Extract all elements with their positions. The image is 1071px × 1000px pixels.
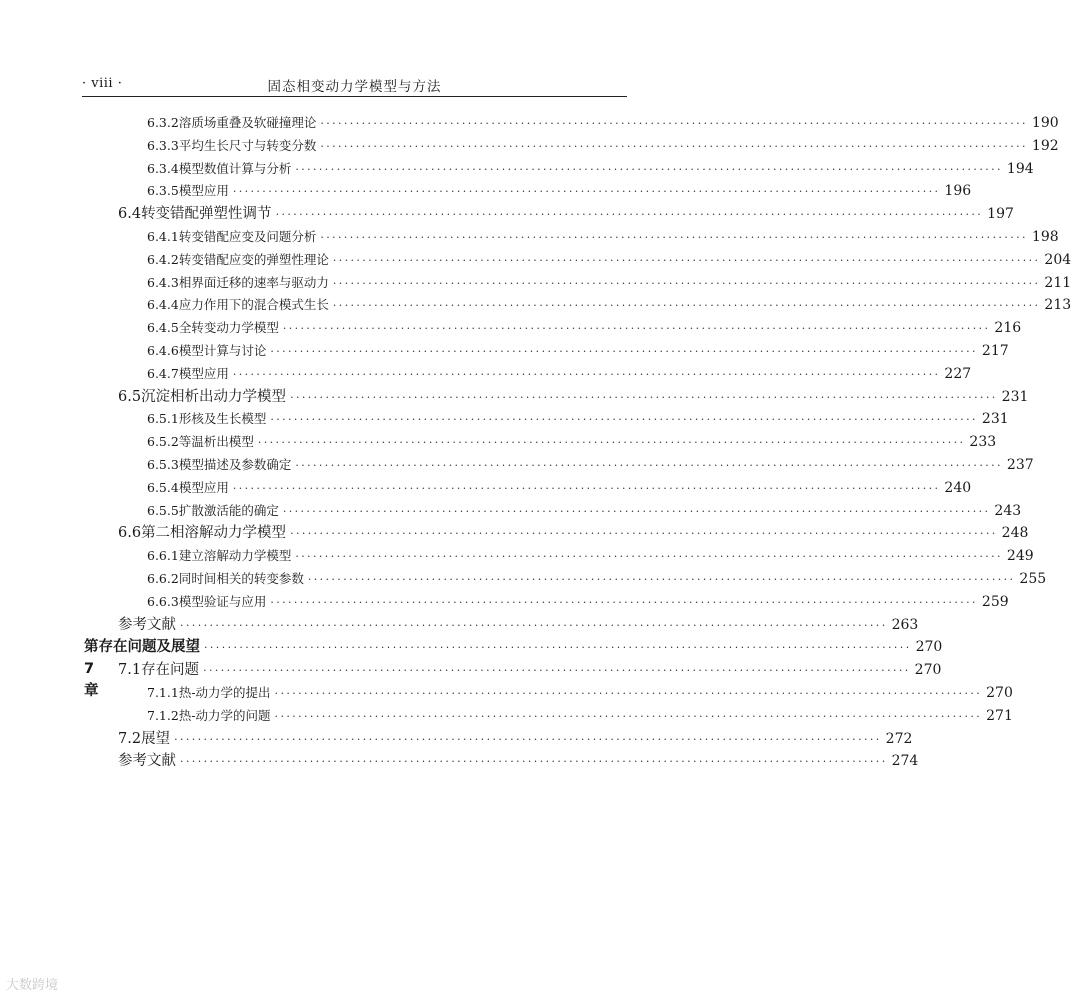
toc-entry[interactable]: [118, 659, 942, 681]
dot-leader: ························································································································: [270, 345, 978, 358]
toc-entry-page: 216: [994, 320, 1022, 337]
dot-leader: ························································································································: [270, 413, 978, 427]
toc-entry-page: 211: [1044, 274, 1071, 291]
toc-entry-title: 转变错配应变的弹塑性理论: [178, 251, 329, 267]
toc-entry-title: 相界面迁移的速率与驱动力: [178, 274, 329, 290]
toc-entry-number: 6.5.2: [147, 434, 179, 450]
toc-entry-number: 6.5: [118, 388, 142, 405]
toc-entry-number: 6.4.7: [147, 365, 179, 381]
toc-entry[interactable]: [118, 386, 1029, 408]
dot-leader: ························································································································: [320, 117, 1028, 130]
toc-entry-page: 272: [885, 730, 913, 747]
dot-leader: ························································································································: [270, 595, 978, 609]
toc-entry-title: 参考文献: [118, 753, 176, 770]
toc-entry-page: 213: [1044, 297, 1071, 314]
dot-leader: ························································································································: [295, 550, 1003, 564]
toc-entry[interactable]: [147, 249, 1071, 271]
toc-entry[interactable]: [147, 180, 972, 202]
toc-entry-title: 应力作用下的混合模式生长: [178, 297, 329, 313]
toc-entry-title: 平均生长尺寸与转变分数: [178, 137, 317, 153]
toc-entry-title: 形核及生长模型: [178, 411, 267, 427]
toc-entry-title: 展望: [141, 730, 171, 747]
toc-entry-number: 6.4.4: [147, 297, 179, 313]
dot-leader: ························································································································: [332, 253, 1041, 267]
toc-entry[interactable]: [147, 363, 972, 385]
toc-entry[interactable]: [147, 226, 1059, 248]
toc-entry-page: 197: [987, 206, 1014, 223]
toc-entry-number: 6.4.6: [147, 343, 179, 358]
toc-entry-page: 270: [986, 685, 1013, 701]
toc-entry-page: 271: [986, 707, 1013, 724]
toc-entry-page: 263: [891, 616, 919, 633]
toc-entry[interactable]: [147, 135, 1059, 157]
toc-entry-number: 7.2: [118, 730, 142, 747]
toc-entry-page: 198: [1031, 229, 1059, 245]
dot-leader: ························································································································: [232, 481, 941, 495]
toc-entry-number: 6.5.1: [147, 411, 179, 427]
dot-leader: ························································································································: [290, 390, 998, 404]
toc-entry-page: 231: [1001, 388, 1029, 405]
toc-entry-page: 217: [981, 343, 1009, 359]
dot-leader: ························································································································: [320, 231, 1028, 244]
toc-entry[interactable]: [147, 158, 1034, 180]
toc-entry-page: 240: [944, 479, 972, 496]
toc-entry-title: 热-动力学的提出: [178, 685, 271, 700]
toc-entry-page: 233: [969, 434, 997, 451]
toc-entry-title: 模型数值计算与分析: [178, 160, 292, 176]
page-number: · viii ·: [82, 76, 123, 91]
dot-leader: ························································································································: [257, 436, 966, 450]
toc-entry-number: 6.3.5: [147, 183, 179, 199]
toc-entry-title: 模型计算与讨论: [178, 343, 267, 358]
toc-entry-title: 模型应用: [178, 365, 229, 381]
dot-leader: ························································································································: [295, 162, 1003, 176]
toc-entry-page: 227: [944, 365, 972, 382]
toc-entry-title: 存在问题: [141, 662, 200, 679]
toc-entry-number: 6.6: [118, 525, 142, 542]
toc-entry-page: 255: [1019, 571, 1047, 587]
toc-entry[interactable]: [147, 112, 1059, 134]
toc-entry-page: 196: [944, 183, 972, 200]
toc-entry-number: 6.5.5: [147, 502, 179, 518]
toc-entry[interactable]: [147, 408, 1009, 430]
toc-entry[interactable]: [147, 545, 1034, 567]
toc-entry-number: 7.1: [118, 662, 142, 679]
toc-entry-number: 7.1.1: [147, 685, 179, 700]
dot-leader: ························································································································: [204, 641, 912, 655]
dot-leader: ························································································································: [203, 664, 911, 678]
toc-entry[interactable]: [118, 728, 913, 750]
toc-entry[interactable]: [147, 500, 1022, 522]
toc-entry-page: 249: [1006, 548, 1034, 565]
dot-leader: ························································································································: [274, 709, 983, 723]
dot-leader: ························································································································: [295, 459, 1003, 472]
toc-entry-title: 参考文献: [118, 616, 176, 633]
dot-leader: ························································································································: [332, 299, 1041, 313]
dot-leader: ························································································································: [232, 367, 941, 381]
dot-leader: ························································································································: [274, 687, 983, 700]
toc-entry[interactable]: [118, 750, 919, 772]
toc-entry-number: 6.4.2: [147, 251, 179, 267]
toc-entry-page: 237: [1006, 457, 1034, 473]
toc-entry[interactable]: [147, 705, 1013, 727]
toc-entry-title: 存在问题及展望: [98, 639, 200, 656]
toc-entry-number: 6.3.2: [147, 115, 179, 130]
toc-entry-title: 第二相溶解动力学模型: [141, 525, 287, 542]
toc-entry[interactable]: [147, 568, 1047, 590]
toc-entry-number: 6.4.1: [147, 229, 179, 244]
toc-entry[interactable]: [118, 203, 1014, 225]
toc-entry[interactable]: [147, 477, 972, 499]
dot-leader: ························································································································: [307, 573, 1016, 586]
toc-entry-page: 231: [981, 411, 1009, 428]
dot-leader: ························································································································: [320, 139, 1028, 153]
toc-entry-number: 6.6.2: [147, 571, 179, 586]
dot-leader: ························································································································: [180, 618, 888, 632]
toc-entry-title: 扩散激活能的确定: [178, 502, 279, 518]
toc-entry-number: 6.4.3: [147, 274, 179, 290]
toc-entry-page: 192: [1031, 137, 1059, 154]
toc-entry-title: 沉淀相析出动力学模型: [141, 388, 287, 405]
dot-leader: ························································································································: [332, 276, 1041, 290]
toc-entry[interactable]: [147, 272, 1071, 294]
dot-leader: ························································································································: [282, 322, 991, 336]
toc-entry-number: 6.4: [118, 206, 142, 223]
toc-entry-page: 270: [914, 662, 942, 679]
toc-entry-title: 同时间相关的转变参数: [178, 571, 304, 586]
toc-entry[interactable]: [118, 614, 919, 636]
toc-entry-page: 274: [891, 753, 919, 770]
toc-entry-number: 6.6.1: [147, 548, 179, 564]
toc-entry[interactable]: [118, 522, 1029, 544]
toc-entry-number: 第 7 章: [84, 639, 99, 700]
toc-entry-title: 溶质场重叠及软碰撞理论: [178, 115, 317, 130]
toc-entry-title: 模型描述及参数确定: [178, 457, 292, 472]
toc-entry-number: 6.6.3: [147, 593, 179, 609]
toc-entry[interactable]: [147, 340, 1009, 362]
toc-entry-number: 6.5.3: [147, 457, 179, 472]
dot-leader: ························································································································: [232, 185, 941, 199]
toc-entry-number: 6.4.5: [147, 320, 179, 336]
toc-entry-page: 248: [1001, 525, 1029, 542]
dot-leader: ························································································································: [174, 732, 882, 746]
toc-entry-number: 6.3.3: [147, 137, 179, 153]
toc-entry[interactable]: [147, 591, 1009, 613]
toc-entry-number: 7.1.2: [147, 707, 179, 723]
toc-entry[interactable]: [147, 431, 997, 453]
toc-entry-title: 模型应用: [178, 479, 229, 495]
toc-entry-page: 194: [1006, 160, 1034, 177]
toc-entry-title: 模型应用: [178, 183, 229, 199]
toc-entry[interactable]: [147, 317, 1022, 339]
toc-entry-title: 模型验证与应用: [178, 593, 267, 609]
toc-entry-number: 6.5.4: [147, 479, 179, 495]
toc-entry-page: 259: [981, 593, 1009, 610]
running-header: [82, 70, 627, 97]
toc-entry-title: 建立溶解动力学模型: [178, 548, 292, 564]
dot-leader: ························································································································: [282, 504, 991, 518]
toc-entry-page: 190: [1031, 115, 1059, 131]
dot-leader: ························································································································: [275, 208, 984, 222]
toc-entry-page: 270: [915, 639, 943, 656]
toc-entry-page: 204: [1044, 251, 1071, 268]
toc-entry[interactable]: [147, 682, 1013, 704]
toc-entry-number: 6.3.4: [147, 160, 179, 176]
toc-entry-title: 全转变动力学模型: [178, 320, 279, 336]
watermark-logo: 大数跨境: [6, 978, 59, 993]
toc-entry-title: 等温析出模型: [178, 434, 254, 450]
dot-leader: ························································································································: [290, 527, 998, 541]
toc-entry-title: 转变错配弹塑性调节: [141, 206, 272, 223]
dot-leader: ························································································································: [180, 755, 888, 769]
toc-entry[interactable]: [147, 454, 1034, 476]
toc-entry-title: 热-动力学的问题: [178, 707, 271, 723]
toc-entry-page: 243: [994, 502, 1022, 519]
book-title: 固态相变动力学模型与方法: [267, 79, 442, 95]
toc-entry[interactable]: [147, 294, 1071, 316]
toc-entry-title: 转变错配应变及问题分析: [178, 229, 317, 244]
